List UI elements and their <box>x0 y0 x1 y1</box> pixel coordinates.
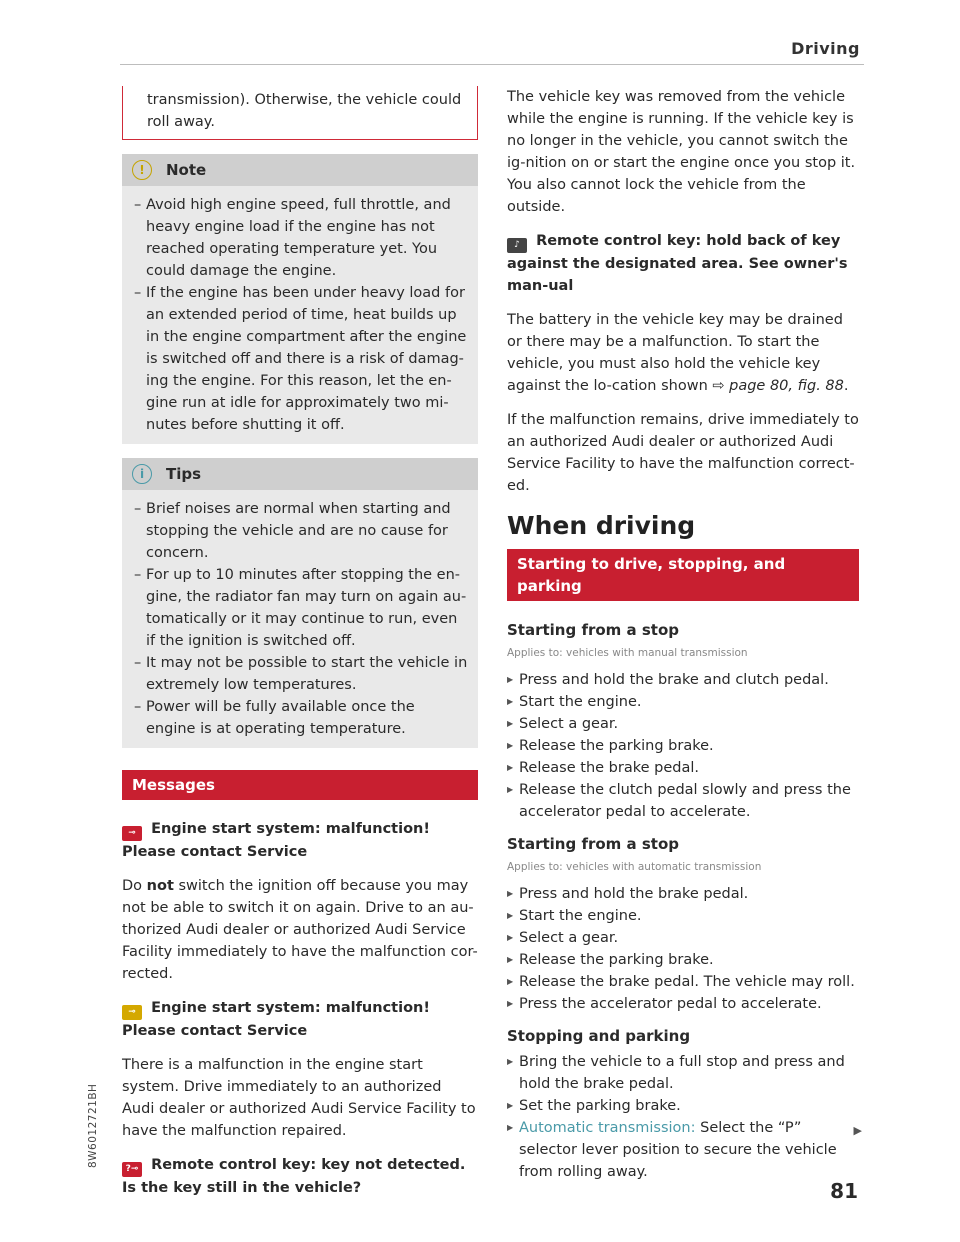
right-column <box>507 86 859 1193</box>
messages-heading: Messages <box>122 770 478 800</box>
note-title: Note <box>166 161 207 179</box>
note-item: – If the engine has been under heavy load for an extended period of time, heat builds up in the engine compartment after the engine is switched off and there is a risk of damag-ing the engine. For this reason, let the en-gine run at idle for approximately two mi-nutes before shutting it off. <box>146 282 468 436</box>
applies-to: Applies to: vehicles with manual transmission <box>507 647 748 659</box>
message-title: Engine start system: malfunction! Please contact Service <box>122 821 430 860</box>
note-box <box>122 154 478 444</box>
step: ▶ Release the parking brake. <box>519 949 859 971</box>
step: ▶ Bring the vehicle to a full stop and press and hold the brake pedal. <box>519 1051 859 1095</box>
step: ▶ Start the engine. <box>519 691 859 713</box>
message-title: Remote control key: key not detected. Is the key still in the vehicle? <box>122 1157 466 1196</box>
message-heading <box>122 818 478 863</box>
warning-box-continuation <box>122 86 478 140</box>
exclamation-circle-icon: ! <box>132 160 152 180</box>
step: ▶ Select a gear. <box>519 713 859 735</box>
continue-arrow-icon: ▶ <box>853 1124 862 1137</box>
step <box>519 1117 859 1183</box>
paragraph <box>507 309 859 397</box>
running-header: Driving <box>791 39 860 58</box>
step: ▶ Release the parking brake. <box>519 735 859 757</box>
paragraph: The vehicle key was removed from the vehicle while the engine is running. If the vehicle key is no longer in the vehicle, you cannot switch the ig-nition on or start the engine once you stop it. You also cannot lock the vehicle from the outside. <box>507 89 856 215</box>
remote-key-icon: ♪ <box>507 238 527 253</box>
message-body: There is a malfunction in the engine start system. Drive immediately to an authorized Audi dealer or authorized Audi Service Facility to have the malfunction repaired. <box>122 1057 476 1139</box>
body-emphasis: not <box>146 878 174 894</box>
engine-start-red-icon: ⊸ <box>122 826 142 841</box>
subsection-title: Stopping and parking <box>507 1027 691 1045</box>
step: ▶ Release the brake pedal. The vehicle may roll. <box>519 971 859 993</box>
step: ▶ Set the parking brake. <box>519 1095 859 1117</box>
subsection-title: Starting from a stop <box>507 621 680 639</box>
tips-item: – Power will be fully available once the engine is at operating temperature. <box>146 696 468 740</box>
left-column <box>122 86 478 1211</box>
note-list <box>132 194 468 436</box>
automatic-transmission-label: Automatic transmission: <box>519 1120 696 1136</box>
header-divider <box>120 64 864 65</box>
message-heading <box>122 1154 478 1199</box>
applies-to: Applies to: vehicles with automatic transmission <box>507 861 762 873</box>
note-header <box>122 154 478 186</box>
message-heading <box>122 997 478 1042</box>
step-list <box>507 883 859 1015</box>
text: The battery in the vehicle key may be drained or there may be a malfunction. To start the vehicle, you must also hold the vehicle key against the lo-cation shown <box>507 312 843 394</box>
info-circle-icon: i <box>132 464 152 484</box>
step: ▶ Press and hold the brake and clutch pedal. <box>519 669 859 691</box>
engine-start-yellow-icon: ⊸ <box>122 1005 142 1020</box>
message-heading <box>507 230 859 297</box>
body-rest: switch the ignition off because you may not be able to switch it on again. Drive to an au-thorized Audi dealer or authorized Audi Service Facility immediately to have the malfunction cor-rected. <box>122 878 478 982</box>
step: ▶ Press the accelerator pedal to accelerate. <box>519 993 859 1015</box>
tips-item: – For up to 10 minutes after stopping the en-gine, the radiator fan may turn on again au-tomatically or it may continue to run, even if the ignition is switched off. <box>146 564 468 652</box>
tips-header <box>122 458 478 490</box>
step: ▶ Select a gear. <box>519 927 859 949</box>
step: ▶ Release the brake pedal. <box>519 757 859 779</box>
paragraph: If the malfunction remains, drive immediately to an authorized Audi dealer or authorized Audi Service Facility to have the malfunction correct-ed. <box>507 412 859 494</box>
step: ▶ Start the engine. <box>519 905 859 927</box>
text: . <box>843 378 849 394</box>
document-code: 8W6012721BH <box>87 1083 99 1168</box>
body-prefix: Do <box>122 878 147 894</box>
tips-box <box>122 458 478 748</box>
message-title: Remote control key: hold back of key against the designated area. See owner's man-ual <box>507 233 848 294</box>
page-number: 81 <box>830 1179 858 1203</box>
step: ▶ Release the clutch pedal slowly and press the accelerator pedal to accelerate. <box>519 779 859 823</box>
tips-item: – Brief noises are normal when starting and stopping the vehicle and are no cause for concern. <box>146 498 468 564</box>
tips-title: Tips <box>166 465 202 483</box>
message-title: Engine start system: malfunction! Please contact Service <box>122 1000 430 1039</box>
step-list <box>507 669 859 823</box>
tips-item: – It may not be possible to start the vehicle in extremely low temperatures. <box>146 652 468 696</box>
subsection-title: Starting from a stop <box>507 835 680 853</box>
step-list <box>507 1051 859 1183</box>
tips-list <box>132 498 468 740</box>
warning-text: transmission). Otherwise, the vehicle could roll away. <box>147 92 462 130</box>
message-body <box>122 875 478 985</box>
section-heading: Starting to drive, stopping, and parking <box>507 549 859 601</box>
note-item: – Avoid high engine speed, full throttle, and heavy engine load if the engine has not reached operating temperature yet. You could damage the engine. <box>146 194 468 282</box>
page-reference-link[interactable]: ⇨ page 80, fig. 88 <box>712 378 844 394</box>
step-text: Select the “P” selector lever position to secure the vehicle from rolling away. <box>519 1120 837 1180</box>
key-not-detected-red-icon: ?⊸ <box>122 1162 142 1177</box>
chapter-heading: When driving <box>507 511 696 540</box>
step: ▶ Press and hold the brake pedal. <box>519 883 859 905</box>
